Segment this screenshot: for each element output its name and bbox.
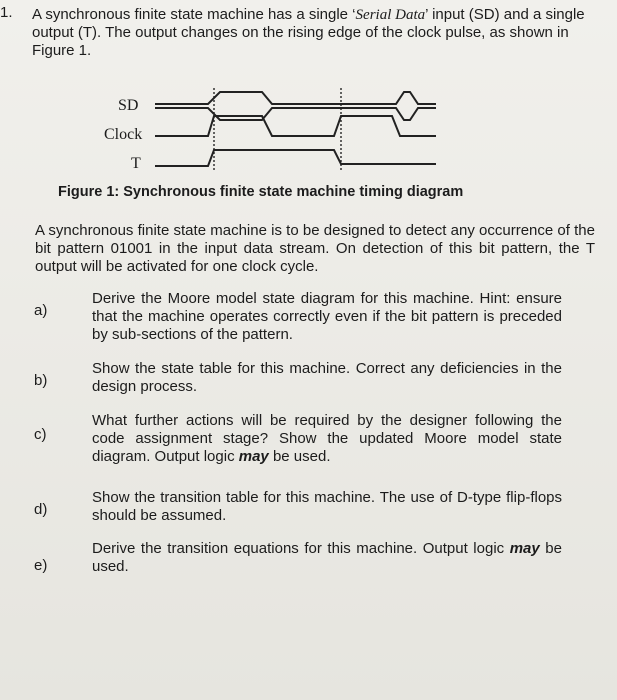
part-e-emphasis: may [509, 540, 540, 557]
figure-caption: Figure 1: Synchronous finite state machine timing diagram [58, 184, 464, 200]
signal-label-sd: SD [118, 97, 139, 114]
part-c-emphasis: may [238, 448, 269, 465]
part-b-text: Show the state table for this machine. Correct any deficiencies in the design process. [92, 360, 562, 395]
part-d-letter: d) [34, 501, 48, 518]
part-c-text-start: What further actions will be required by the designer following the code assignment stage? Show the updated Moore model state diagram. Output logic [92, 412, 562, 465]
signal-label-t: T [131, 155, 141, 172]
intro-italic-term: Serial Data [355, 7, 426, 23]
part-c-text [92, 412, 562, 466]
intro-text-end: ’ input (SD) and a single output (T). The output changes on the rising edge of the clock pulse, as shown in Figure 1. [32, 6, 585, 59]
intro-text-start: A synchronous finite state machine has a single ‘ [32, 6, 356, 23]
signal-label-clock: Clock [104, 126, 143, 143]
part-b-letter: b) [34, 372, 48, 389]
part-e-letter: e) [34, 557, 48, 574]
part-a-text: Derive the Moore model state diagram for this machine. Hint: ensure that the machine operates correctly even if the bit pattern is preceded by sub-sections of the pattern. [92, 290, 562, 343]
part-c-text-end: be used. [268, 448, 331, 465]
part-e-text-start: Derive the transition equations for this machine. Output logic [92, 540, 510, 557]
part-a-letter: a) [34, 302, 48, 319]
problem-description: A synchronous finite state machine is to be designed to detect any occurrence of the bit pattern 01001 in the input data stream. On detection of this bit pattern, the T output will be activated for one clock cycle. [35, 222, 595, 275]
part-e-text-end: be used. [92, 540, 562, 575]
sd-waveform-upper [155, 92, 436, 104]
t-waveform [155, 150, 436, 166]
clock-waveform [155, 116, 436, 136]
part-e-text [92, 540, 562, 576]
part-d-text: Show the transition table for this machine. The use of D-type flip-flops should be assumed. [92, 489, 562, 524]
question-number: 1. [0, 4, 13, 21]
part-c-letter: c) [34, 426, 47, 443]
